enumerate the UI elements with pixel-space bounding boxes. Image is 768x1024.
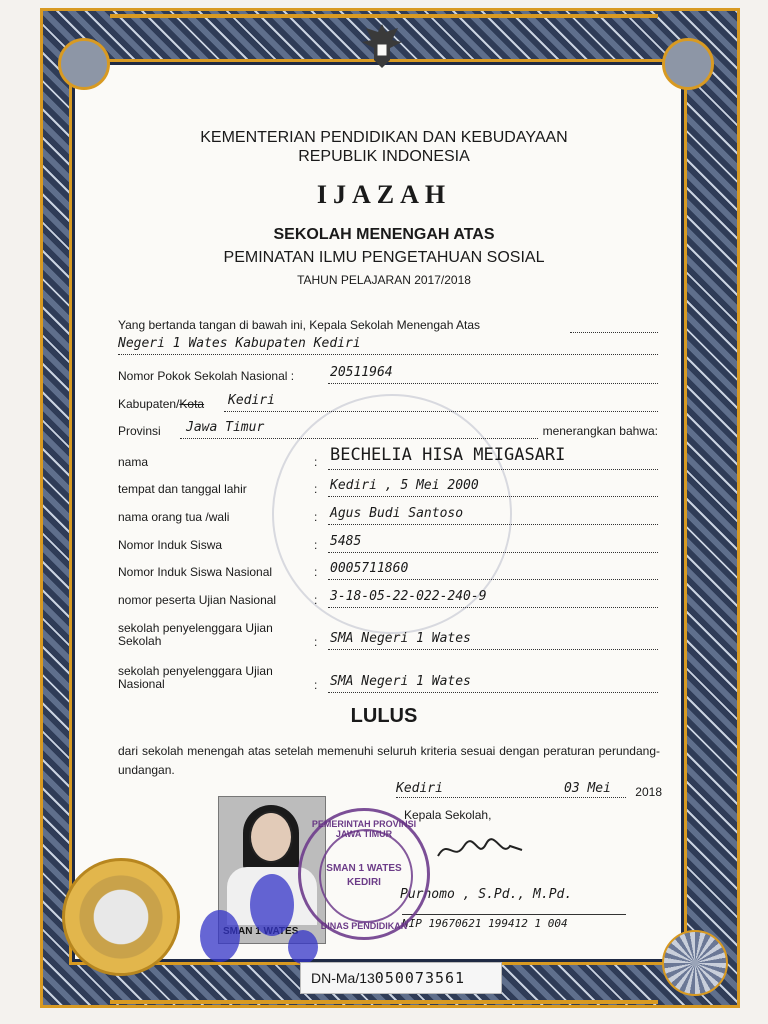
- nama-label: nama: [118, 455, 149, 469]
- intro-text: Yang bertanda tangan di bawah ini, Kepala Sekolah Menengah Atas: [118, 318, 481, 332]
- garuda-emblem-icon: [358, 20, 406, 72]
- stamp-center-line-2: KEDIRI: [347, 877, 381, 888]
- signatory-title: Kepala Sekolah,: [404, 808, 492, 822]
- ortu-value: Agus Budi Santoso: [330, 506, 464, 521]
- provinsi-label: Provinsi: [118, 424, 161, 438]
- thumbprint-3: [288, 930, 318, 964]
- ministry-line-1: KEMENTERIAN PENDIDIKAN DAN KEBUDAYAAN: [200, 129, 568, 146]
- colon: :: [314, 565, 318, 579]
- dotted-line: [328, 692, 658, 693]
- dotted-line: [328, 469, 658, 470]
- specialization: PEMINATAN ILMU PENGETAHUAN SOSIAL: [223, 249, 545, 266]
- gold-band-top: [110, 14, 658, 18]
- dotted-line: [328, 383, 658, 384]
- signing-place: Kediri: [396, 781, 443, 796]
- menerangkan-text: menerangkan bahwa:: [542, 424, 658, 438]
- gold-band-bottom: [110, 1000, 658, 1004]
- stamp-center-line-1: SMAN 1 WATES: [326, 863, 402, 874]
- school-name-value: Negeri 1 Wates Kabupaten Kediri: [118, 336, 361, 351]
- colon: :: [314, 593, 318, 607]
- stamp-ring-text: PEMERINTAH PROVINSI JAWA TIMUR: [311, 819, 417, 839]
- colon: :: [314, 678, 318, 692]
- provinsi-value: Jawa Timur: [186, 420, 265, 435]
- kabupaten-value: Kediri: [228, 393, 275, 408]
- dotted-line: [118, 354, 658, 355]
- colon: :: [314, 510, 318, 524]
- colon: :: [314, 482, 318, 496]
- colon: :: [314, 635, 318, 649]
- dotted-line: [328, 524, 658, 525]
- dotted-line: [180, 438, 538, 439]
- signatory-nip: NIP 19670621 199412 1 004: [402, 914, 626, 930]
- stamp-bottom-text: DINAS PENDIDIKAN: [320, 921, 408, 931]
- ujian-sekolah-label: sekolah penyelenggara Ujian Sekolah: [118, 621, 273, 648]
- peserta-label: nomor peserta Ujian Nasional: [118, 593, 277, 607]
- corner-medallion-top-left: [58, 38, 110, 90]
- npsn-label: Nomor Pokok Sekolah Nasional :: [118, 369, 295, 383]
- ortu-label: nama orang tua /wali: [118, 510, 230, 524]
- serial-number: 050073561: [374, 969, 466, 987]
- serial-prefix: DN-Ma/13: [311, 970, 375, 986]
- thumbprint-1: [250, 874, 294, 936]
- photo-caption: 1: [255, 926, 261, 937]
- colon: :: [314, 455, 318, 469]
- school-level: SEKOLAH MENENGAH ATAS: [273, 226, 495, 243]
- academic-year: TAHUN PELAJARAN 2017/2018: [297, 273, 471, 287]
- official-stamp: [298, 808, 430, 940]
- serial-number-box: [300, 962, 502, 994]
- ttl-label: tempat dan tanggal lahir: [118, 482, 247, 496]
- dotted-line: [328, 607, 658, 608]
- peserta-value: 3-18-05-22-022-240-9: [330, 589, 487, 604]
- nama-value: BECHELIA HISA MEIGASARI: [330, 445, 566, 465]
- dotted-line: [328, 649, 658, 650]
- ministry-heading: [0, 128, 768, 166]
- gold-seal-hologram: [62, 858, 180, 976]
- rosette-emblem: [662, 930, 728, 996]
- nisn-label: Nomor Induk Siswa Nasional: [118, 565, 273, 579]
- signatory-name: Purnomo , S.Pd., M.Pd.: [400, 887, 573, 902]
- dotted-line: [396, 797, 626, 798]
- ujian-sekolah-value: SMA Negeri 1 Wates: [330, 631, 471, 646]
- thumbprint-2: [200, 910, 240, 962]
- ujian-nasional-value: SMA Negeri 1 Wates: [330, 674, 471, 689]
- kota-struck-text: Kota: [179, 397, 205, 411]
- document-title: IJAZAH: [316, 180, 452, 209]
- nip-value: 19670621 199412 1 004: [428, 917, 568, 930]
- signing-day-month: 03 Mei: [564, 781, 611, 796]
- npsn-value: 20511964: [330, 365, 393, 380]
- ttl-value: Kediri , 5 Mei 2000: [330, 478, 479, 493]
- colon: :: [314, 538, 318, 552]
- dotted-line: [328, 552, 658, 553]
- nisn-value: 0005711860: [330, 561, 409, 576]
- ministry-line-2: REPUBLIK INDONESIA: [298, 148, 470, 165]
- nis-label: Nomor Induk Siswa: [118, 538, 223, 552]
- dotted-line: [328, 579, 658, 580]
- dotted-line: [224, 411, 658, 412]
- dotted-line: [328, 496, 658, 497]
- result-status: LULUS: [350, 705, 418, 727]
- ujian-nasional-label: sekolah penyelenggara Ujian Nasional: [118, 664, 273, 691]
- signature-scribble-icon: [434, 834, 524, 864]
- corner-medallion-top-right: [662, 38, 714, 90]
- result-statement: dari sekolah menengah atas setelah memenuhi seluruh kriteria sesuai dengan peraturan perundang-undangan.: [118, 744, 660, 777]
- signing-year: 2018: [635, 785, 662, 799]
- nis-value: 5485: [330, 534, 362, 549]
- kabupaten-label: Kabupaten/Kota: [118, 397, 205, 411]
- dotted-line: [570, 332, 658, 333]
